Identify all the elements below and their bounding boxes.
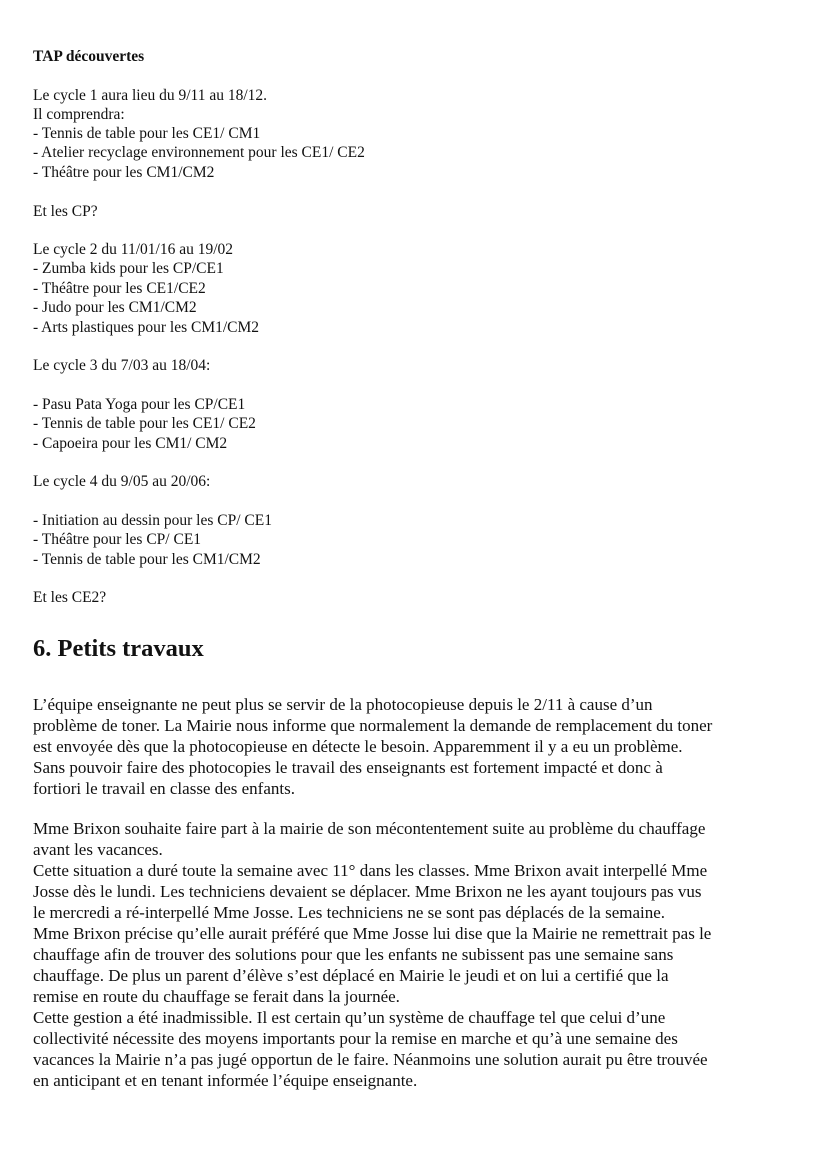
cycle1-item: - Atelier recyclage environnement pour les CE1/ CE2 <box>33 144 365 161</box>
cycle4-item: - Tennis de table pour les CM1/CM2 <box>33 551 261 568</box>
paragraph-line: Sans pouvoir faire des photocopies le travail des enseignants est fortement impacté et donc à <box>33 758 663 777</box>
cycle1-intro: Le cycle 1 aura lieu du 9/11 au 18/12. <box>33 87 267 104</box>
paragraph-line: Mme Brixon souhaite faire part à la mairie de son mécontentement suite au problème du chauffage <box>33 819 706 838</box>
cycle3-intro: Le cycle 3 du 7/03 au 18/04: <box>33 357 211 374</box>
paragraph-line: problème de toner. La Mairie nous informe que normalement la demande de remplacement du toner <box>33 716 713 735</box>
paragraph-line: collectivité nécessite des moyens importants pour la remise en marche et qu’à une semaine des <box>33 1029 678 1048</box>
paragraph-line: chauffage afin de trouver des solutions pour que les enfants ne subissent pas une semaine sans <box>33 945 674 964</box>
cycle2-intro: Le cycle 2 du 11/01/16 au 19/02 <box>33 241 234 258</box>
section-title: 6. Petits travaux <box>33 635 204 662</box>
cycle1-comprendra: Il comprendra: <box>33 106 125 123</box>
paragraph-chauffage <box>33 818 711 1091</box>
cycle2-item: - Judo pour les CM1/CM2 <box>33 299 197 316</box>
paragraph-line: remise en route du chauffage se ferait dans la journée. <box>33 987 400 1006</box>
cycle4-question: Et les CE2? <box>33 589 107 606</box>
cycle4-item: - Initiation au dessin pour les CP/ CE1 <box>33 512 272 529</box>
paragraph-line: Cette situation a duré toute la semaine avec 11° dans les classes. Mme Brixon avait interpellé Mme <box>33 861 708 880</box>
cycle1-question: Et les CP? <box>33 203 98 220</box>
cycle3-item: - Pasu Pata Yoga pour les CP/CE1 <box>33 396 246 413</box>
paragraph-line: Mme Brixon précise qu’elle aurait préféré que Mme Josse lui dise que la Mairie ne remettrait pas le <box>33 924 712 943</box>
cycle2-item: - Zumba kids pour les CP/CE1 <box>33 260 224 277</box>
cycle4-item: - Théâtre pour les CP/ CE1 <box>33 531 202 548</box>
paragraph-line: Josse dès le lundi. Les techniciens devaient se déplacer. Mme Brixon ne les ayant toujours pas vus <box>33 882 702 901</box>
paragraph-line: le mercredi a ré-interpellé Mme Josse. Les techniciens ne se sont pas déplacés de la semaine. <box>33 903 666 922</box>
cycle1-item: - Théâtre pour les CM1/CM2 <box>33 164 215 181</box>
cycle2-item: - Arts plastiques pour les CM1/CM2 <box>33 319 260 336</box>
paragraph-line: Cette gestion a été inadmissible. Il est certain qu’un système de chauffage tel que celui d’une <box>33 1008 666 1027</box>
cycle3-item: - Capoeira pour les CM1/ CM2 <box>33 435 228 452</box>
paragraph-line: chauffage. De plus un parent d’élève s’est déplacé en Mairie le jeudi et on lui a certifié que la <box>33 966 669 985</box>
cycle1-item: - Tennis de table pour les CE1/ CM1 <box>33 125 261 142</box>
cycle4-intro: Le cycle 4 du 9/05 au 20/06: <box>33 473 211 490</box>
tap-heading: TAP découvertes <box>33 48 145 65</box>
paragraph-line: vacances la Mairie n’a pas jugé opportun de le faire. Néanmoins une solution aurait pu être trouvée <box>33 1050 708 1069</box>
paragraph-line: avant les vacances. <box>33 840 163 859</box>
cycle3-item: - Tennis de table pour les CE1/ CE2 <box>33 415 256 432</box>
paragraph-line: en anticipant et en tenant informée l’équipe enseignante. <box>33 1071 418 1090</box>
cycle2-item: - Théâtre pour les CE1/CE2 <box>33 280 206 297</box>
paragraph-line: L’équipe enseignante ne peut plus se servir de la photocopieuse depuis le 2/11 à cause d’un <box>33 695 653 714</box>
paragraph-line: est envoyée dès que la photocopieuse en détecte le besoin. Apparemment il y a eu un problème. <box>33 737 683 756</box>
paragraph-photocopieuse <box>33 694 712 799</box>
paragraph-line: fortiori le travail en classe des enfants. <box>33 779 295 798</box>
